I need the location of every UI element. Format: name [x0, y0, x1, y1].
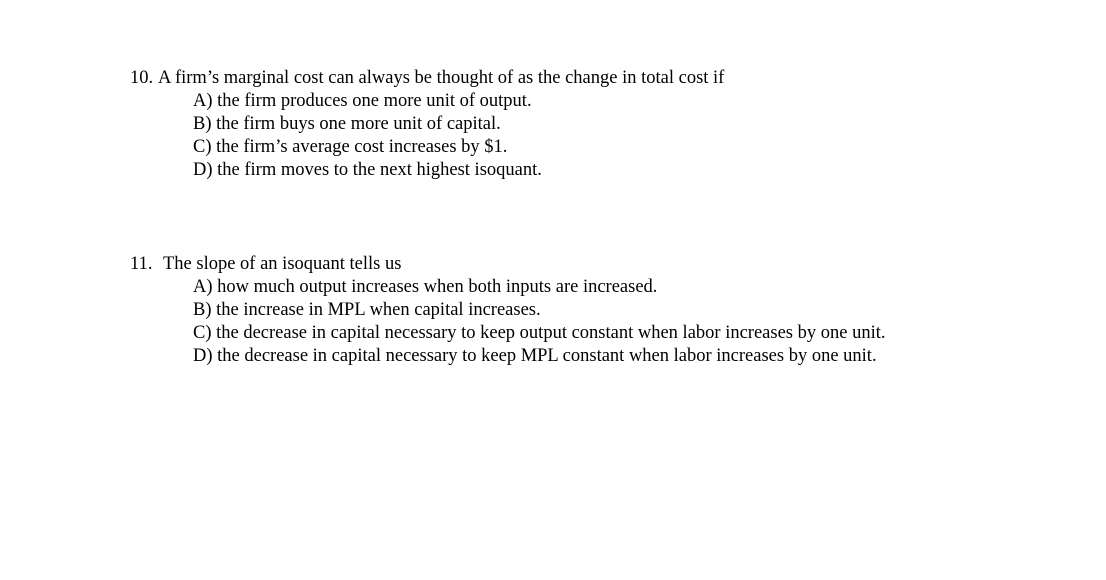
- question-number: 11.: [130, 254, 153, 274]
- answer-option-b: B) the increase in MPL when capital increases.: [193, 300, 541, 320]
- answer-option-c: C) the firm’s average cost increases by $1.: [193, 137, 508, 157]
- answer-option-a: A) the firm produces one more unit of output.: [193, 91, 532, 111]
- question-10: [130, 67, 1030, 182]
- question-stem: [130, 67, 1030, 90]
- answer-option-a: A) how much output increases when both inputs are increased.: [193, 277, 658, 297]
- answer-option-d: D) the decrease in capital necessary to keep MPL constant when labor increases by one unit.: [193, 346, 877, 366]
- question-11: [130, 253, 1030, 368]
- answer-option-c: C) the decrease in capital necessary to keep output constant when labor increases by one unit.: [193, 323, 886, 343]
- question-text: The slope of an isoquant tells us: [163, 254, 402, 274]
- question-stem: [130, 253, 1030, 276]
- question-text: A firm’s marginal cost can always be thought of as the change in total cost if: [158, 68, 725, 88]
- question-number: 10.: [130, 68, 154, 88]
- answer-option-d: D) the firm moves to the next highest isoquant.: [193, 160, 542, 180]
- answer-option-b: B) the firm buys one more unit of capital.: [193, 114, 501, 134]
